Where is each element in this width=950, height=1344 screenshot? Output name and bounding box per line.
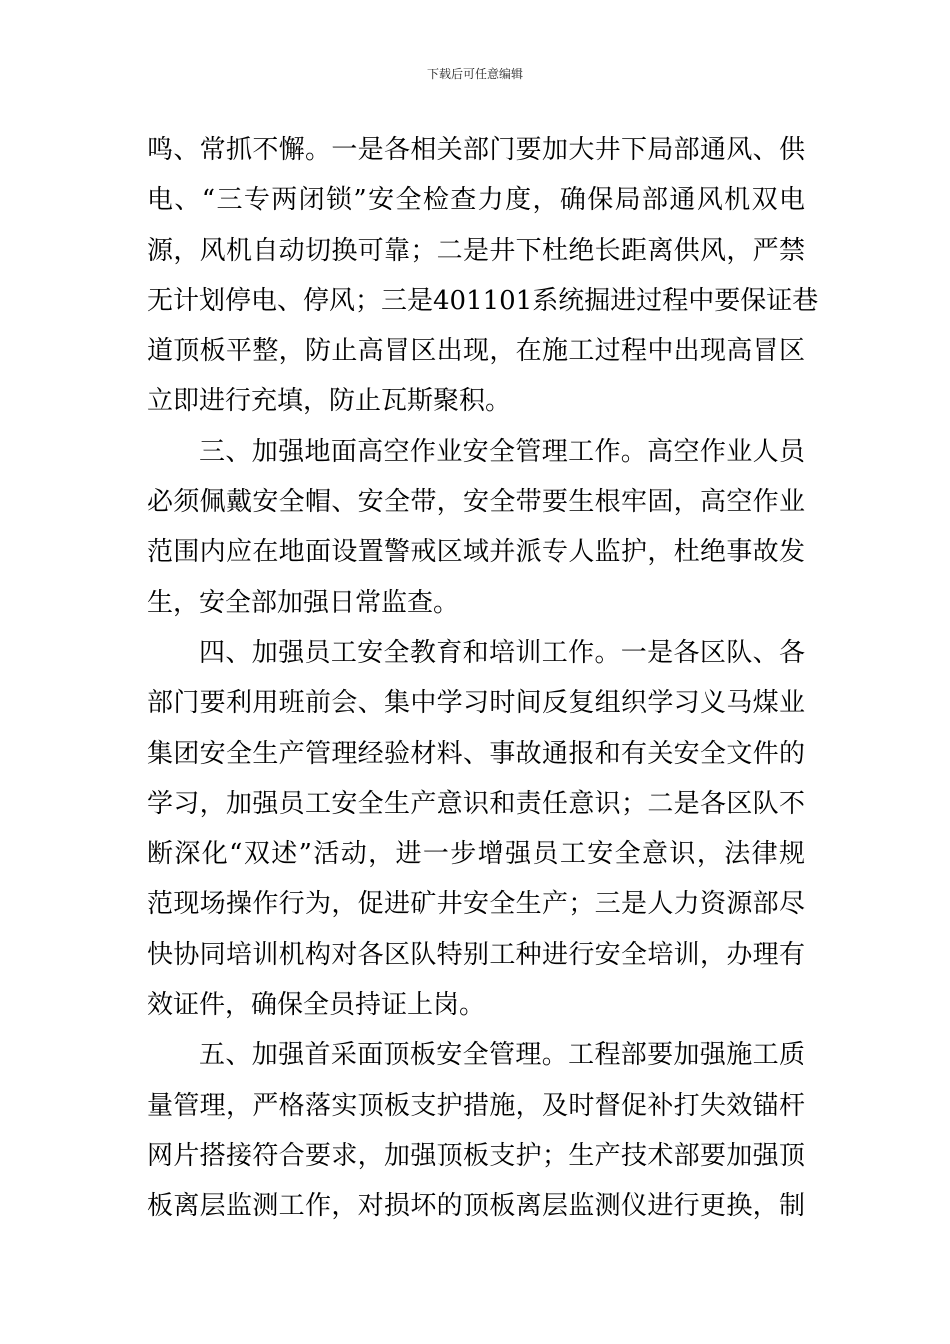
text-line: 网片搭接符合要求，加强顶板支护；生产技术部要加强顶 [147,1140,805,1171]
paragraph [147,1030,805,1231]
text-line: 道顶板平整，防止高冒区出现，在施工过程中出现高冒区 [147,336,805,367]
text-line: 生，安全部加强日常监查。 [147,587,460,618]
page-header: 下载后可任意编辑 [426,67,523,81]
text-line: 五、加强首采面顶板安全管理。工程部要加强施工质 [199,1040,805,1071]
text-line: 立即进行充填，防止瓦斯聚积。 [147,386,512,417]
text-line: 无计划停电、停风；三是401101系统掘进过程中要保证巷 [147,285,819,316]
text-line: 必须佩戴安全帽、安全带，安全带要生根牢固，高空作业 [147,487,805,518]
text-line: 鸣、常抓不懈。一是各相关部门要加大井下局部通风、供 [147,135,805,165]
text-line: 板离层监测工作，对损坏的顶板离层监测仪进行更换，制 [147,1191,805,1222]
text-line: 源，风机自动切换可靠；二是井下杜绝长距离供风，严禁 [147,235,805,266]
text-line: 集团安全生产管理经验材料、事故通报和有关安全文件的 [147,738,805,769]
text-line: 学习，加强员工安全生产意识和责任意识；二是各区队不 [147,788,805,819]
text-line: 三、加强地面高空作业安全管理工作。高空作业人员 [199,436,805,467]
text-line: 快协同培训机构对各区队特别工种进行安全培训，办理有 [147,939,805,970]
text-line: 部门要利用班前会、集中学习时间反复组织学习义马煤业 [147,688,805,719]
text-line: 电、“三专两闭锁”安全检查力度，确保局部通风机双电 [147,185,805,216]
text-line: 范围内应在地面设置警戒区域并派专人监护，杜绝事故发 [147,537,805,568]
text-line: 量管理，严格落实顶板支护措施，及时督促补打失效锚杆 [147,1090,805,1121]
text-line: 断深化“双述”活动，进一步增强员工安全意识，法律规 [147,839,805,870]
text-line: 效证件，确保全员持证上岗。 [147,990,486,1021]
paragraph [147,427,805,628]
document-body [147,125,819,1232]
text-line: 范现场操作行为，促进矿井安全生产；三是人力资源部尽 [147,889,805,920]
paragraph [147,125,819,427]
paragraph [147,628,805,1030]
text-line: 四、加强员工安全教育和培训工作。一是各区队、各 [199,637,805,668]
